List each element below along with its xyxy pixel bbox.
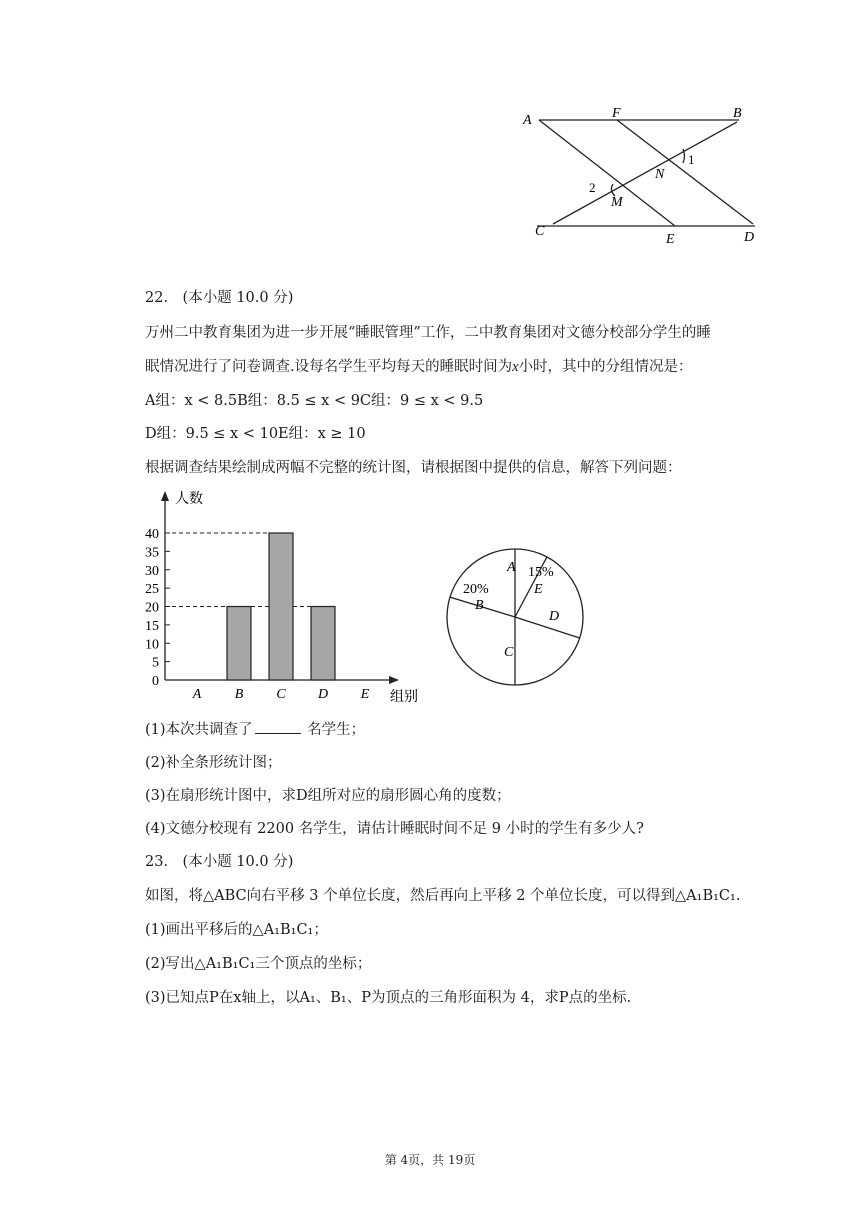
bar-B [227,607,251,681]
y-tick-label: 30 [145,563,159,579]
label-E: E [666,232,675,247]
label-B: B [733,106,742,121]
label-F: F [612,106,621,121]
q23-sub-2: (2)写出△A₁B₁C₁三个顶点的坐标； [145,956,372,972]
pie-chart [440,540,590,690]
pie-slice-boundary [515,617,580,638]
y-tick-label: 35 [145,545,159,561]
q22-sub-1: (1)本次共调查了 名学生； [145,719,365,740]
x-tick-label: A [192,687,202,702]
pie-percent-E: 15% [528,565,554,580]
label-A: A [523,113,532,128]
label-N: N [655,167,665,182]
page-footer: 第 4页，共 19页 [384,1153,476,1167]
q23-paragraph: 如图，将△ABC向右平移 3 个单位长度，然后再向上平移 2 个单位长度，可以得到△A₁B₁C₁. [145,888,741,904]
x-tick-label: C [276,687,286,702]
y-tick-label: 5 [152,655,159,671]
q22-sub-4: (4)文德分校现有 2200 名学生，请估计睡眠时间不足 9 小时的学生有多少人? [145,821,644,837]
q23-header: 23. (本小题 10.0 分) [145,854,294,870]
pie-label-B: B [475,598,484,613]
q22-paragraph-3: 根据调查结果绘制成两幅不完整的统计图，请根据图中提供的信息，解答下列问题： [145,460,682,476]
bar-chart [135,485,435,710]
pie-label-C: C [504,645,514,660]
pie-label-A: A [507,560,516,575]
x-tick-label: B [234,687,244,702]
y-tick-label: 10 [145,637,159,653]
x-tick-label: D [317,687,329,702]
y-tick-label: 15 [145,618,159,634]
q22-sub-3: (3)在扇形统计图中，求D组所对应的扇形圆心角的度数； [145,788,511,804]
pie-percent-B: 20% [463,582,489,597]
bar-chart-xlabel: 组别 [390,690,418,705]
label-M: M [611,195,623,210]
q22-groups-line-2: D组：9.5 ≤ x < 10E组：x ≥ 10 [145,426,366,442]
q23-sub-3: (3)已知点P在x轴上，以A₁、B₁、P为顶点的三角形面积为 4，求P点的坐标. [145,990,632,1006]
label-C: C [535,224,545,239]
q22-sub-2: (2)补全条形统计图； [145,755,282,771]
bar-chart-ylabel: 人数 [175,492,203,507]
q23-sub-1: (1)画出平移后的△A₁B₁C₁； [145,922,328,938]
bar-C [269,533,293,680]
pie-label-E: E [534,582,543,597]
parallel-lines-figure [515,100,765,250]
q22-paragraph-2: 眠情况进行了问卷调查.设每名学生平均每天的睡眠时间为x小时，其中的分组情况是： [145,359,693,375]
label-D: D [744,230,755,245]
y-tick-label: 0 [152,674,159,689]
answer-blank[interactable] [255,719,301,734]
q22-paragraph-1: 万州二中教育集团为进一步开展“睡眠管理”工作，二中教育集团对文德分校部分学生的睡 [145,325,711,341]
y-tick-label: 20 [145,600,159,616]
y-tick-label: 40 [145,527,159,542]
pie-label-D: D [549,609,560,624]
x-tick-label: E [360,687,370,702]
bar-D [311,607,335,681]
angle-2-label: 2 [589,180,596,195]
q22-header: 22. (本小题 10.0 分) [145,290,294,306]
angle-1-label: 1 [688,152,695,167]
q22-groups-line-1: A组：x < 8.5B组：8.5 ≤ x < 9C组：9 ≤ x < 9.5 [145,393,484,409]
y-tick-label: 25 [145,582,159,598]
